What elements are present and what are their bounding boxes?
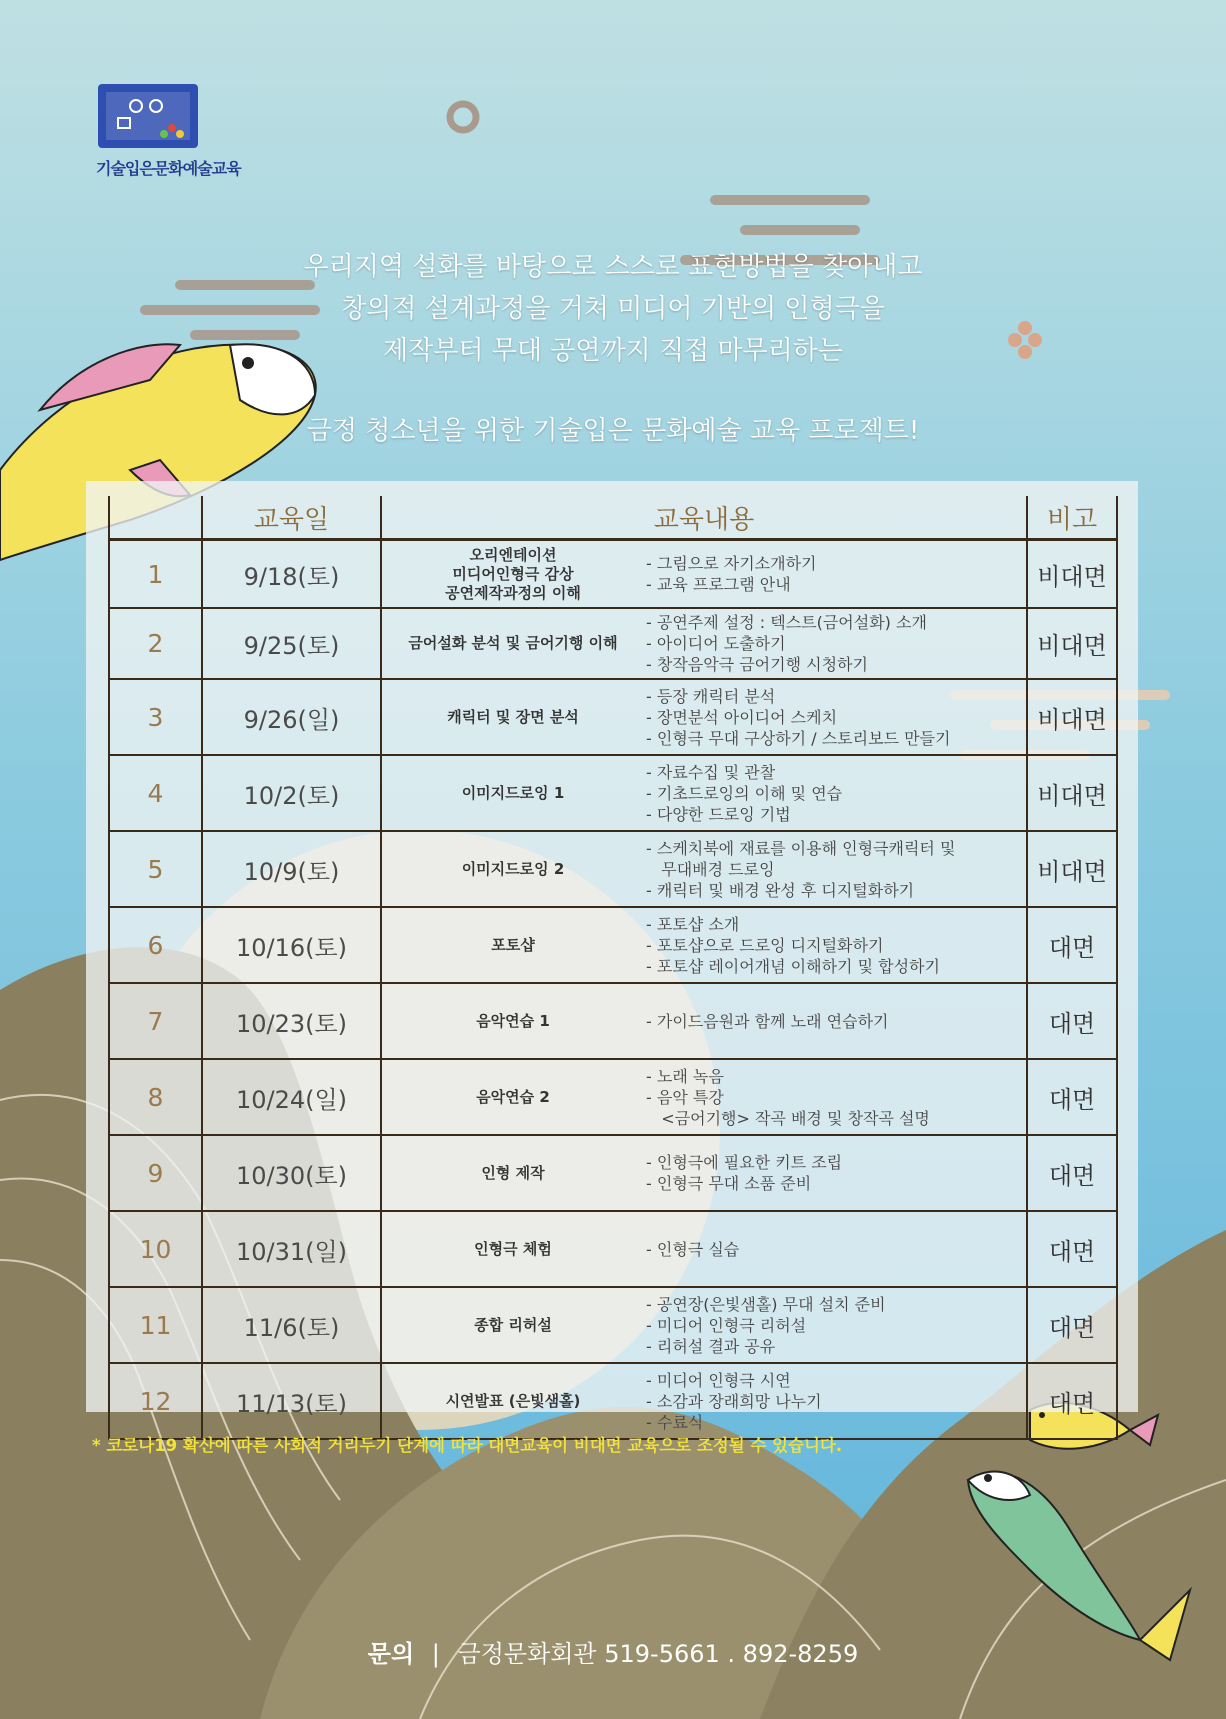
logo-mark (98, 84, 198, 148)
row-detail-line: - 공연주제 설정 : 텍스트(금어설화) 소개 (646, 613, 927, 632)
row-note: 대면 (1027, 1363, 1117, 1439)
row-date: 11/6(토) (202, 1287, 381, 1363)
row-detail-line: - 창작음악극 금어기행 시청하기 (646, 655, 868, 674)
row-number: 4 (109, 755, 202, 831)
row-date: 10/16(토) (202, 907, 381, 983)
intro-line: 제작부터 무대 공연까지 직접 마무리하는 (382, 336, 844, 366)
intro-line: 창의적 설계과정을 거쳐 미디어 기반의 인형극을 (341, 294, 885, 324)
row-details (644, 1239, 1026, 1260)
row-details (644, 553, 1026, 595)
row-detail-line: - 가이드음원과 함께 노래 연습하기 (646, 1011, 889, 1031)
row-detail-line: - 인형극 실습 (646, 1239, 740, 1259)
schedule-table (108, 496, 1118, 1440)
header-number (109, 496, 202, 540)
row-title-line: 인형극 체험 (474, 1239, 552, 1258)
row-number: 6 (109, 907, 202, 983)
row-detail-line: - 아이디어 도출하기 (646, 634, 786, 653)
row-date: 10/9(토) (202, 831, 381, 907)
row-note: 대면 (1027, 907, 1117, 983)
row-note: 비대면 (1027, 608, 1117, 679)
row-detail-line: - 등장 캐릭터 분석 (646, 686, 776, 706)
intro-text (0, 246, 1226, 452)
row-details (644, 762, 1026, 825)
row-content (381, 679, 1027, 755)
row-title-line: 음악연습 2 (476, 1087, 550, 1106)
row-title-line: 이미지드로잉 2 (461, 859, 565, 878)
row-details (644, 1011, 1026, 1032)
row-title (382, 1164, 644, 1183)
row-detail-line: - 그림으로 자기소개하기 (646, 554, 817, 573)
row-content (381, 608, 1027, 679)
row-detail-line: - 포토샵으로 드로잉 디지털화하기 (646, 935, 884, 955)
row-content (381, 540, 1027, 609)
intro-line: 우리지역 설화를 바탕으로 스스로 표현방법을 찾아내고 (303, 252, 923, 282)
row-note: 비대면 (1027, 679, 1117, 755)
row-details (644, 612, 1026, 675)
row-number: 3 (109, 679, 202, 755)
covid-warning: * 코로나19 확산에 따른 사회적 거리두기 단계에 따라 대면교육이 비대면 교육으로 조정될 수 있습니다. (92, 1436, 843, 1455)
row-title (382, 634, 644, 653)
row-title (382, 1088, 644, 1107)
row-date: 9/26(일) (202, 679, 381, 755)
row-detail-line: - 인형극 무대 소품 준비 (646, 1174, 812, 1193)
table-row (109, 907, 1117, 983)
row-detail-line: 무대배경 드로잉 (646, 859, 775, 879)
row-title (382, 784, 644, 803)
contact-separator: | (431, 1640, 440, 1668)
row-detail-line: - 리허설 결과 공유 (646, 1336, 776, 1356)
row-title (382, 1012, 644, 1031)
row-detail-line: - 노래 녹음 (646, 1066, 724, 1086)
row-detail-line: - 스케치북에 재료를 이용해 인형극캐릭터 및 (646, 838, 956, 858)
row-content (381, 1059, 1027, 1135)
row-title-line: 인형 제작 (481, 1163, 545, 1182)
row-detail-line: - 교육 프로그램 안내 (646, 575, 791, 594)
row-detail-line: - 장면분석 아이디어 스케치 (646, 707, 838, 727)
row-detail-line: - 미디어 인형극 리허설 (646, 1315, 807, 1335)
table-row (109, 1287, 1117, 1363)
row-title-line: 미디어인형극 감상 (452, 564, 574, 583)
row-details (644, 1370, 1026, 1433)
row-title (382, 860, 644, 879)
row-title-line: 공연제작과정의 이해 (445, 583, 581, 602)
row-title (382, 708, 644, 727)
row-note: 대면 (1027, 1287, 1117, 1363)
row-title (382, 1316, 644, 1335)
row-number: 11 (109, 1287, 202, 1363)
row-title-line: 종합 리허설 (474, 1315, 552, 1334)
row-note: 대면 (1027, 1059, 1117, 1135)
row-detail-line: - 포토샵 레이어개념 이해하기 및 합성하기 (646, 956, 940, 976)
row-content (381, 831, 1027, 907)
row-title-line: 캐릭터 및 장면 분석 (447, 707, 579, 726)
row-note: 비대면 (1027, 831, 1117, 907)
row-title (382, 1392, 644, 1411)
contact-text: 금정문화회관 519-5661 . 892-8259 (457, 1640, 859, 1668)
header-content: 교육내용 (381, 496, 1027, 540)
row-content (381, 755, 1027, 831)
contact-label: 문의 (367, 1640, 415, 1668)
header-date: 교육일 (202, 496, 381, 540)
table-row (109, 1059, 1117, 1135)
row-note: 비대면 (1027, 540, 1117, 609)
row-content (381, 983, 1027, 1059)
row-content (381, 907, 1027, 983)
row-date: 10/24(일) (202, 1059, 381, 1135)
row-detail-line: - 공연장(은빛샘홀) 무대 설치 준비 (646, 1294, 886, 1314)
row-details (644, 1294, 1026, 1357)
table-row (109, 831, 1117, 907)
table-row (109, 540, 1117, 609)
intro-tagline: 금정 청소년을 위한 기술입은 문화예술 교육 프로젝트! (306, 416, 920, 446)
header-note: 비고 (1027, 496, 1117, 540)
row-note: 비대면 (1027, 755, 1117, 831)
table-row (109, 1363, 1117, 1439)
row-title-line: 포토샵 (491, 935, 535, 954)
logo-text: 기술입은문화예술교육 (96, 159, 241, 178)
row-title (382, 1240, 644, 1259)
row-number: 1 (109, 540, 202, 609)
row-detail-line: <금어기행> 작곡 배경 및 창작곡 설명 (646, 1108, 930, 1128)
row-date: 10/23(토) (202, 983, 381, 1059)
row-detail-line: - 다양한 드로잉 기법 (646, 804, 791, 824)
row-title-line: 오리엔테이션 (469, 545, 557, 564)
row-note: 대면 (1027, 983, 1117, 1059)
row-number: 5 (109, 831, 202, 907)
table-row (109, 755, 1117, 831)
row-title-line: 이미지드로잉 1 (461, 783, 565, 802)
row-number: 12 (109, 1363, 202, 1439)
row-title (382, 546, 644, 603)
row-details (644, 1066, 1026, 1129)
logo (96, 84, 241, 179)
row-date: 10/2(토) (202, 755, 381, 831)
row-detail-line: - 음악 특강 (646, 1087, 724, 1107)
row-detail-line: - 인형극 무대 구상하기 / 스토리보드 만들기 (646, 728, 951, 748)
row-title-line: 시연발표 (은빛샘홀) (445, 1391, 581, 1410)
row-content (381, 1135, 1027, 1211)
row-date: 10/31(일) (202, 1211, 381, 1287)
row-detail-line: - 소감과 장래희망 나누기 (646, 1391, 822, 1411)
row-details (644, 914, 1026, 977)
table-row (109, 1211, 1117, 1287)
row-details (644, 838, 1026, 901)
row-date: 9/25(토) (202, 608, 381, 679)
row-details (644, 1152, 1026, 1194)
row-detail-line: - 포토샵 소개 (646, 914, 740, 934)
table-header-row (109, 496, 1117, 540)
row-number: 7 (109, 983, 202, 1059)
row-date: 9/18(토) (202, 540, 381, 609)
row-detail-line: - 미디어 인형극 시연 (646, 1370, 791, 1390)
row-number: 9 (109, 1135, 202, 1211)
row-detail-line: - 인형극에 필요한 키트 조립 (646, 1153, 843, 1172)
row-number: 8 (109, 1059, 202, 1135)
table-row (109, 983, 1117, 1059)
contact-info (0, 1634, 1226, 1669)
row-note: 대면 (1027, 1135, 1117, 1211)
row-title-line: 금어설화 분석 및 금어기행 이해 (408, 634, 618, 652)
row-number: 2 (109, 608, 202, 679)
row-date: 10/30(토) (202, 1135, 381, 1211)
row-note: 대면 (1027, 1211, 1117, 1287)
row-detail-line: - 자료수집 및 관찰 (646, 762, 776, 782)
row-detail-line: - 수료식 (646, 1412, 704, 1432)
row-details (644, 686, 1026, 749)
row-number: 10 (109, 1211, 202, 1287)
table-row (109, 679, 1117, 755)
row-detail-line: - 기초드로잉의 이해 및 연습 (646, 783, 843, 803)
row-content (381, 1363, 1027, 1439)
row-detail-line: - 캐릭터 및 배경 완성 후 디지털화하기 (646, 880, 915, 900)
row-content (381, 1287, 1027, 1363)
table-row (109, 608, 1117, 679)
row-date: 11/13(토) (202, 1363, 381, 1439)
row-title-line: 음악연습 1 (476, 1011, 550, 1030)
table-row (109, 1135, 1117, 1211)
row-title (382, 936, 644, 955)
row-content (381, 1211, 1027, 1287)
